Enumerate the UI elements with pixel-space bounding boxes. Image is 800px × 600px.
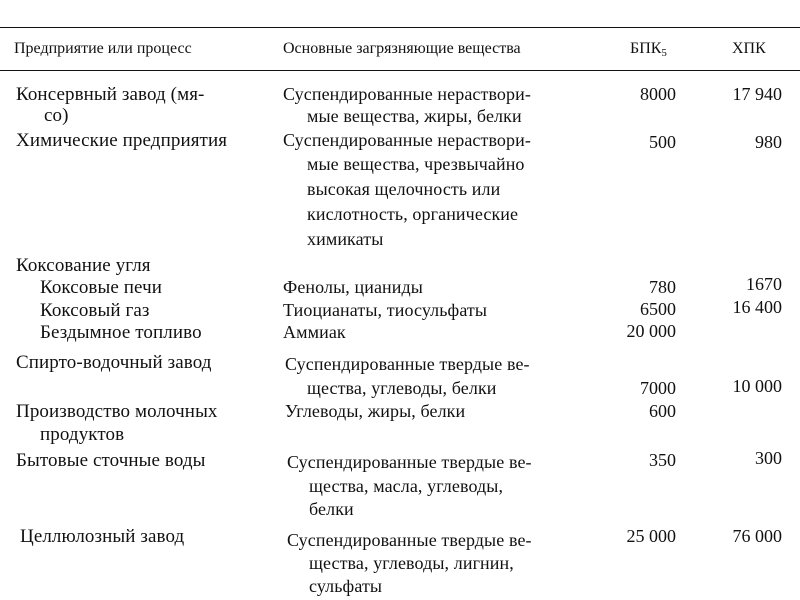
row5-bpk: 6500 [640, 299, 676, 319]
row8-pollutants: Углеводы, жиры, белки [285, 401, 466, 421]
row5-name: Коксовый газ [40, 300, 150, 321]
row8-name-cont: продуктов [40, 424, 125, 445]
row1-pollutants-cont: мые вещества, жиры, белки [307, 106, 522, 126]
row2-hpk: 980 [755, 132, 782, 152]
row10-pollutants-cont1: щества, углеводы, лигнин, [309, 553, 514, 573]
row7-pollutants: Суспендированные твердые ве- [285, 354, 530, 374]
row2-pollutants-cont3: кислотность, органические [307, 204, 519, 224]
row6-name: Бездымное топливо [40, 322, 202, 343]
row1-bpk: 8000 [640, 84, 676, 104]
row2-pollutants-cont1: мые вещества, чрезвычайно [307, 154, 525, 174]
row1-hpk: 17 940 [732, 84, 782, 104]
header-bpk-label: БПК [630, 40, 662, 57]
row2-name: Химические предприятия [16, 130, 228, 151]
header-pollutants: Основные загрязняющие вещества [283, 40, 521, 57]
row7-bpk: 7000 [640, 378, 676, 398]
row7-pollutants-cont: щества, углеводы, белки [307, 378, 497, 398]
header-hpk: ХПК [732, 40, 766, 57]
row2-pollutants-cont4: химикаты [307, 229, 384, 249]
row4-pollutants: Фенолы, цианиды [283, 277, 423, 297]
row7-hpk: 10 000 [732, 376, 782, 396]
row10-name: Целлюлозный завод [20, 526, 185, 547]
row9-hpk: 300 [755, 448, 782, 468]
row3-group-name: Коксование угля [16, 255, 151, 276]
row9-bpk: 350 [649, 450, 676, 470]
row5-pollutants: Тиоцианаты, тиосульфаты [283, 300, 488, 320]
row7-name: Спирто-водочный завод [16, 352, 212, 373]
header-enterprise: Предприятие или процесс [14, 40, 192, 57]
row9-name: Бытовые сточные воды [16, 450, 206, 471]
header-bpk [630, 39, 667, 63]
row5-hpk: 16 400 [732, 297, 782, 317]
row6-bpk: 20 000 [626, 321, 676, 341]
header-bpk-subscript: 5 [661, 47, 667, 59]
row10-pollutants: Суспендированные твердые ве- [287, 530, 532, 550]
row10-hpk: 76 000 [732, 526, 782, 546]
row8-name: Производство молочных [16, 401, 218, 422]
header-rule [0, 70, 800, 71]
row4-name: Коксовые печи [40, 277, 162, 298]
row1-name-cont: со) [44, 105, 69, 126]
row2-pollutants: Суспендированные нераствори- [283, 130, 531, 150]
row10-bpk: 25 000 [626, 526, 676, 546]
row2-bpk: 500 [649, 132, 676, 152]
row4-bpk: 780 [649, 277, 676, 297]
row6-pollutants: Аммиак [283, 322, 346, 342]
row8-bpk: 600 [649, 401, 676, 421]
top-rule [0, 27, 800, 28]
row1-pollutants: Суспендированные нераствори- [283, 84, 531, 104]
row9-pollutants-cont1: щества, масла, углеводы, [309, 476, 504, 496]
row2-pollutants-cont2: высокая щелочность или [307, 179, 501, 199]
row4-hpk: 1670 [746, 274, 782, 294]
row9-pollutants: Суспендированные твердые ве- [287, 452, 532, 472]
row9-pollutants-cont2: белки [309, 499, 354, 519]
row1-name: Консервный завод (мя- [16, 84, 205, 105]
row10-pollutants-cont2: сульфаты [309, 576, 383, 596]
